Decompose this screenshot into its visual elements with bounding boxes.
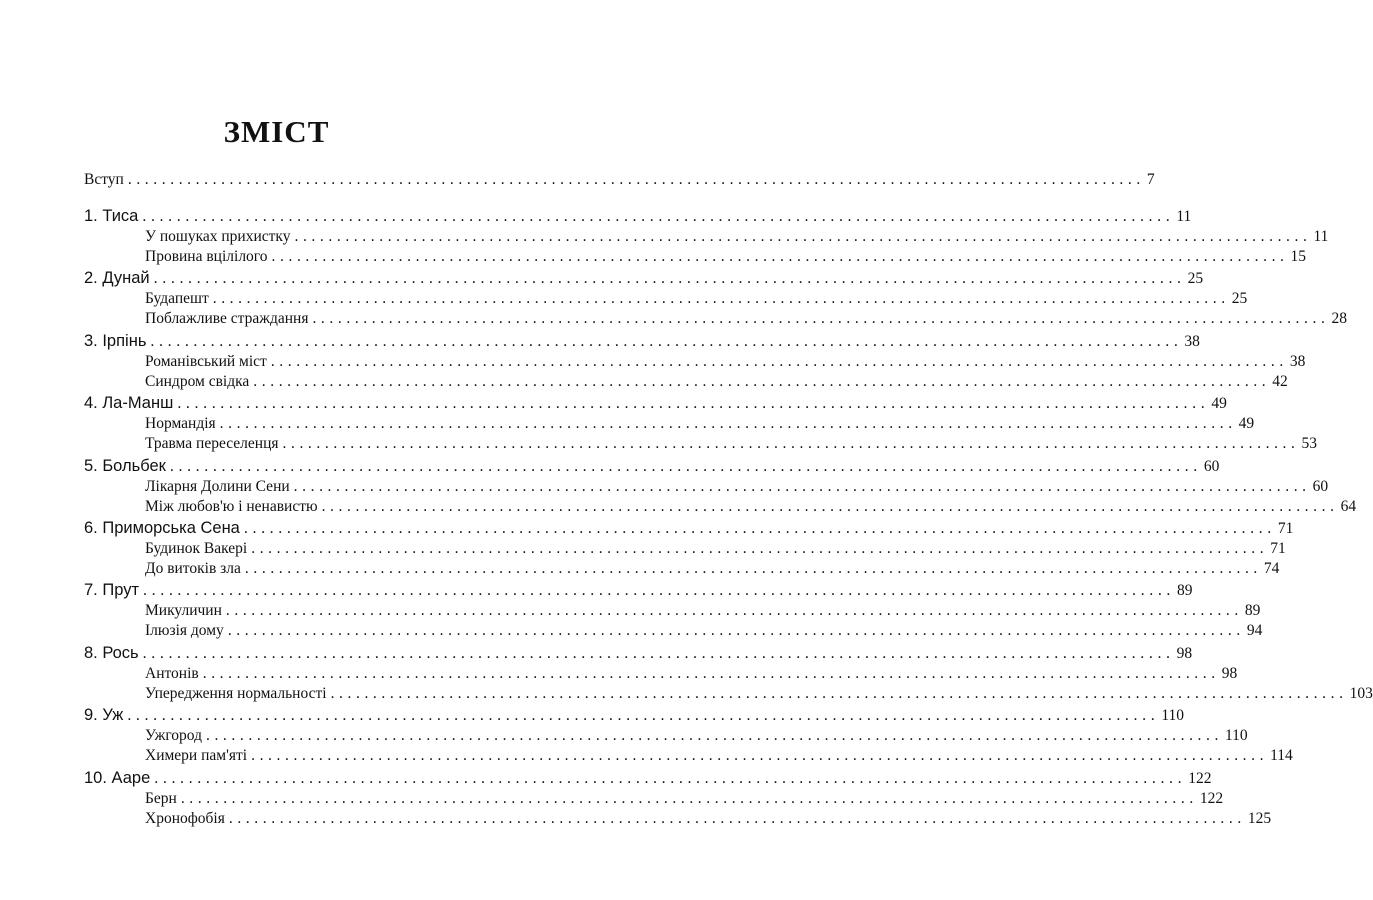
toc-chapter-label: 5. Больбек (84, 457, 170, 476)
toc-subsection-entry (145, 683, 1373, 703)
toc-subsection-label: Травма переселенця (145, 435, 283, 453)
toc-subsection-entry (145, 600, 1261, 620)
leader-dots: ........................................................................................................................ (227, 622, 1245, 640)
toc-subsection-entry (145, 538, 1286, 558)
toc-subsection-label: Романівський міст (145, 353, 271, 371)
toc-chapter-entry (84, 456, 1220, 476)
toc-subsection-label: Нормандія (145, 415, 220, 433)
leader-dots: ........................................................................................................................ (127, 171, 1145, 188)
toc-subsection-label: Ужгород (145, 727, 206, 745)
leader-dots: ........................................................................................................................ (270, 352, 1288, 370)
toc-subsection-label: Поблажливе страждання (145, 310, 312, 328)
leader-dots: ........................................................................................................................ (312, 310, 1330, 328)
toc-chapter-label: 4. Ла-Манш (84, 394, 177, 413)
leader-dots: ........................................................................................................................ (243, 520, 1276, 537)
leader-dots: ........................................................................................................................ (219, 415, 1237, 433)
leader-dots: ........................................................................................................................ (153, 270, 1186, 288)
leader-dots: ........................................................................................................................ (294, 228, 1312, 245)
toc-subsection-page: 28 (1331, 310, 1347, 328)
toc-subsection-page: 114 (1270, 747, 1293, 765)
leader-dots: ........................................................................................................................ (142, 644, 1175, 662)
leader-dots: ........................................................................................................................ (177, 395, 1210, 413)
leader-dots: ........................................................................................................................ (251, 540, 1269, 557)
leader-dots: ........................................................................................................................ (212, 290, 1230, 308)
toc-subsection-page: 11 (1313, 228, 1329, 245)
toc-subsection-label: Упередження нормальності (145, 685, 331, 703)
toc-subsection-label: До витоків зла (145, 560, 245, 578)
leader-dots: ........................................................................................................................ (202, 664, 1220, 682)
toc-subsection-label: Антонів (145, 665, 203, 683)
toc-chapter-page: 11 (1176, 208, 1192, 225)
toc-subsection-label: Будинок Вакері (145, 540, 251, 558)
toc-subsection-label: Провина вцілілого (145, 248, 272, 266)
toc-chapter-entry (84, 206, 1192, 226)
leader-dots: ........................................................................................................................ (225, 602, 1243, 620)
toc-chapter-page: 38 (1184, 332, 1200, 350)
toc-intro-entry (84, 169, 1155, 189)
leader-dots: ........................................................................................................................ (169, 457, 1202, 475)
toc-subsection-page: 125 (1247, 809, 1272, 827)
leader-dots: ........................................................................................................................ (321, 497, 1339, 515)
toc-subsection-entry (145, 620, 1263, 640)
toc-subsection-entry (145, 788, 1224, 808)
toc-chapter-entry (84, 643, 1193, 663)
toc-chapter-page: 122 (1188, 769, 1212, 787)
toc-subsection-label: Між любов'ю і ненавистю (145, 498, 322, 516)
toc-subsection-entry (145, 808, 1272, 828)
toc-subsection-entry (145, 308, 1347, 328)
toc-subsection-page: 103 (1349, 684, 1373, 702)
toc-chapter-label: 6. Приморська Сена (84, 519, 244, 538)
toc-chapter-entry (84, 393, 1227, 413)
leader-dots: ........................................................................................................................ (143, 582, 1176, 600)
toc-chapter-label: 7. Прут (84, 581, 143, 600)
leader-dots: ........................................................................................................................ (293, 477, 1311, 495)
toc-subsection-entry (145, 433, 1317, 453)
toc-subsection-label: Лікарня Долини Сени (145, 478, 294, 496)
leader-dots: ........................................................................................................................ (127, 707, 1160, 725)
toc-chapter-entry (84, 705, 1185, 725)
toc-chapter-label: 1. Тиса (84, 207, 142, 226)
toc-chapter-page: 60 (1203, 457, 1220, 475)
toc-chapter-label: 8. Рось (84, 644, 143, 663)
toc-chapter-page: 98 (1176, 644, 1193, 662)
leader-dots: ........................................................................................................................ (180, 789, 1198, 807)
toc-intro-page: 7 (1146, 171, 1155, 188)
toc-subsection-entry (145, 476, 1329, 496)
toc-subsection-entry (145, 413, 1255, 433)
leader-dots: ........................................................................................................................ (142, 208, 1175, 225)
toc-subsection-entry (145, 725, 1248, 745)
toc-chapter-entry (84, 331, 1200, 351)
toc-subsection-page: 71 (1270, 540, 1286, 557)
toc-chapter-entry (84, 768, 1212, 788)
toc-subsection-page: 42 (1272, 372, 1288, 390)
toc-subsection-page: 38 (1289, 352, 1306, 370)
leader-dots: ........................................................................................................................ (244, 560, 1262, 577)
toc-subsection-label: Химери пам'яті (145, 747, 251, 765)
toc-subsection-label: У пошуках прихистку (145, 228, 294, 246)
toc-chapter-label: 3. Ірпінь (84, 332, 150, 351)
toc-subsection-entry (145, 496, 1357, 516)
toc-chapter-page: 89 (1177, 582, 1193, 600)
toc-subsection-page: 15 (1290, 248, 1307, 265)
toc-subsection-page: 53 (1301, 435, 1317, 453)
toc-chapter-entry (84, 518, 1294, 538)
toc-subsection-page: 110 (1224, 727, 1248, 745)
toc-chapter-page: 49 (1211, 395, 1227, 413)
leader-dots: ........................................................................................................................ (282, 435, 1300, 453)
leader-dots: ........................................................................................................................ (253, 372, 1271, 390)
toc-subsection-entry (145, 745, 1293, 765)
toc-chapter-label: 9. Уж (84, 706, 127, 725)
toc-intro-label: Вступ (84, 171, 128, 189)
leader-dots: ........................................................................................................................ (228, 809, 1246, 827)
toc-subsection-entry (145, 351, 1306, 371)
toc-subsection-page: 25 (1231, 290, 1248, 308)
toc-subsection-page: 74 (1263, 560, 1280, 577)
toc-subsection-page: 94 (1246, 622, 1263, 640)
leader-dots: ........................................................................................................................ (205, 727, 1223, 745)
toc-subsection-page: 89 (1244, 602, 1261, 620)
toc-subsection-label: Ілюзія дому (145, 622, 228, 640)
toc-subsection-page: 64 (1340, 497, 1357, 515)
toc-subsection-entry (145, 558, 1280, 578)
toc-subsection-entry (145, 226, 1329, 246)
toc-chapter-label: 2. Дунай (84, 269, 154, 288)
toc-chapter-page: 25 (1187, 270, 1204, 288)
toc-subsection-page: 122 (1199, 789, 1224, 807)
leader-dots: ........................................................................................................................ (150, 332, 1183, 350)
toc-chapter-page: 71 (1277, 520, 1294, 537)
leader-dots: ........................................................................................................................ (271, 248, 1289, 265)
toc-subsection-label: Микуличин (145, 602, 226, 620)
toc-subsection-entry (145, 246, 1307, 266)
toc-subsection-entry (145, 371, 1288, 391)
toc-subsection-entry (145, 663, 1238, 683)
toc-chapter-label: 10. Ааре (84, 769, 154, 788)
leader-dots: ........................................................................................................................ (154, 769, 1187, 787)
toc-subsection-label: Будапешт (145, 290, 213, 308)
toc-subsection-label: Синдром свідка (145, 373, 253, 391)
leader-dots: ........................................................................................................................ (330, 684, 1348, 702)
leader-dots: ........................................................................................................................ (251, 747, 1269, 765)
toc-chapter-page: 110 (1161, 707, 1185, 725)
toc-subsection-page: 60 (1312, 477, 1329, 495)
toc-subsection-label: Хронофобія (145, 810, 229, 828)
page-title: ЗМІСТ (223, 114, 330, 149)
toc-subsection-page: 49 (1238, 415, 1255, 433)
toc-subsection-entry (145, 288, 1248, 308)
toc-chapter-entry (84, 580, 1193, 600)
toc-subsection-page: 98 (1221, 664, 1238, 682)
toc-subsection-label: Берн (145, 790, 181, 808)
toc-chapter-entry (84, 268, 1204, 288)
